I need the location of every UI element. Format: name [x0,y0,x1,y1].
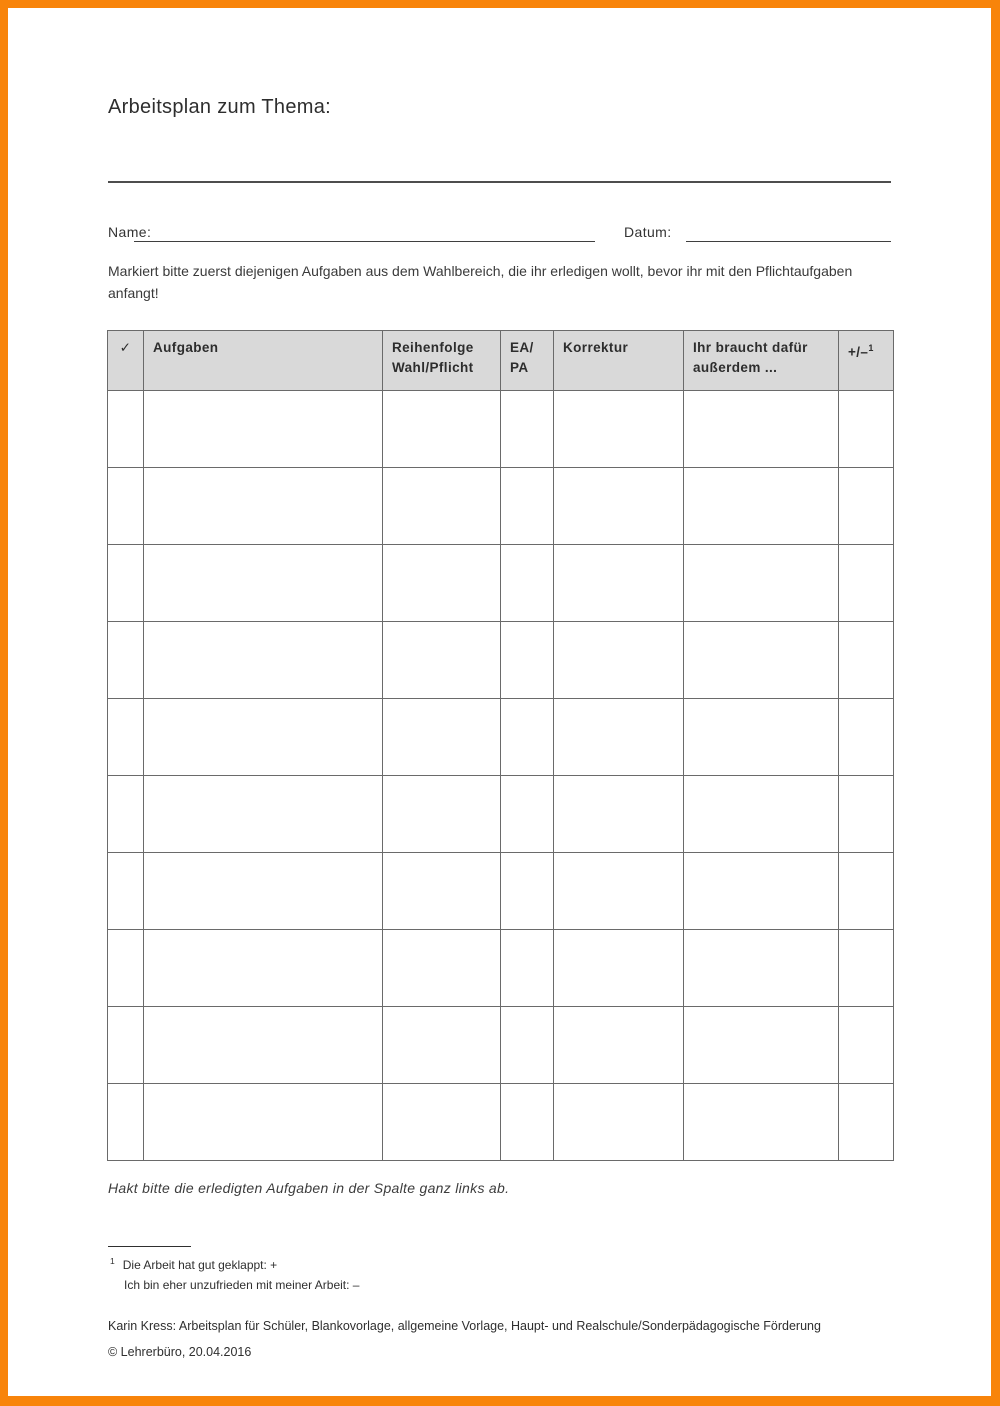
column-header-ea-pa: EA/ PA [501,331,554,391]
instruction-text: Markiert bitte zuerst diejenigen Aufgaben aus dem Wahlbereich, die ihr erledigen wollt, bevor ihr mit den Pflichtaufgaben anfangt! [108,263,853,301]
table-cell-korrektur [554,1007,684,1084]
table-cell-check [108,776,144,853]
credits [108,1313,908,1365]
name-blank-line [134,241,595,242]
table-row [108,1084,894,1161]
table-cell-aufgaben [144,1084,383,1161]
table-cell-check [108,853,144,930]
table-cell-material [684,1084,839,1161]
table-cell-korrektur [554,699,684,776]
table-cell-reihenfolge [383,391,501,468]
date-blank-line [686,241,891,242]
table-cell-check [108,1084,144,1161]
table-row [108,545,894,622]
table-cell-plus-minus [839,468,894,545]
footnote-separator [108,1246,191,1247]
table-cell-check [108,930,144,1007]
table-cell-plus-minus [839,853,894,930]
table-row [108,699,894,776]
footnote-marker: 1 [110,1256,115,1266]
table-cell-reihenfolge [383,1007,501,1084]
table-cell-ea-pa [501,776,554,853]
footnote-line-2 [124,1275,359,1295]
column-header-aufgaben: Aufgaben [144,331,383,391]
table-cell-aufgaben [144,776,383,853]
table-cell-ea-pa [501,468,554,545]
table-cell-aufgaben [144,930,383,1007]
table-cell-reihenfolge [383,930,501,1007]
table-cell-korrektur [554,391,684,468]
table-cell-ea-pa [501,1007,554,1084]
table-cell-korrektur [554,930,684,1007]
table-row [108,853,894,930]
column-header-material: Ihr braucht dafür außerdem ... [684,331,839,391]
name-label: Name: [108,224,152,240]
table-cell-ea-pa [501,391,554,468]
footnote-ref-icon: 1 [868,343,874,353]
table-cell-reihenfolge [383,468,501,545]
topic-blank-line [108,181,891,183]
footnote-text-2: Ich bin eher unzufrieden mit meiner Arbeit: – [124,1278,360,1292]
table-body [108,391,894,1161]
table-cell-plus-minus [839,545,894,622]
table-row [108,776,894,853]
table-cell-check [108,468,144,545]
table-cell-korrektur [554,1084,684,1161]
table-cell-aufgaben [144,853,383,930]
table-cell-material [684,391,839,468]
table-cell-plus-minus [839,1084,894,1161]
table-cell-ea-pa [501,930,554,1007]
table-header-row [108,331,894,391]
table-cell-ea-pa [501,545,554,622]
table-cell-reihenfolge [383,853,501,930]
table-cell-check [108,699,144,776]
credits-line-1: Karin Kress: Arbeitsplan für Schüler, Blankovorlage, allgemeine Vorlage, Haupt- und Realschule/Sonderpädagogische Förderung [108,1319,821,1333]
page-title: Arbeitsplan zum Thema: [108,96,331,118]
table-cell-material [684,1007,839,1084]
footnote-text-1: Die Arbeit hat gut geklappt: + [122,1258,278,1272]
table-cell-ea-pa [501,1084,554,1161]
table-cell-plus-minus [839,391,894,468]
table-cell-reihenfolge [383,545,501,622]
table-cell-ea-pa [501,853,554,930]
table-cell-aufgaben [144,545,383,622]
table-cell-reihenfolge [383,1084,501,1161]
table-cell-check [108,391,144,468]
table-cell-reihenfolge [383,699,501,776]
table-cell-plus-minus [839,930,894,1007]
table-row [108,622,894,699]
table-row [108,930,894,1007]
table-cell-aufgaben [144,468,383,545]
table-cell-plus-minus [839,699,894,776]
table-cell-reihenfolge [383,622,501,699]
table-cell-korrektur [554,622,684,699]
column-header-check: ✓ [108,331,144,391]
table-cell-ea-pa [501,699,554,776]
table-cell-material [684,545,839,622]
footnote [110,1251,359,1295]
table-cell-check [108,545,144,622]
table-cell-material [684,853,839,930]
table-row [108,391,894,468]
table-cell-material [684,930,839,1007]
table-cell-aufgaben [144,1007,383,1084]
table-cell-korrektur [554,468,684,545]
column-header-plus-minus: +/–$^1$ [839,331,894,391]
column-header-reihenfolge: Reihenfolge Wahl/Pflicht [383,331,501,391]
credits-line-2: © Lehrerbüro, 20.04.2016 [108,1345,252,1359]
table-row [108,468,894,545]
table-cell-material [684,699,839,776]
table-cell-check [108,1007,144,1084]
footnote-line-1 [110,1251,359,1275]
table-cell-korrektur [554,776,684,853]
table-cell-aufgaben [144,622,383,699]
table-cell-plus-minus [839,1007,894,1084]
table-cell-material [684,776,839,853]
table-cell-plus-minus [839,776,894,853]
table-cell-aufgaben [144,391,383,468]
column-header-korrektur: Korrektur [554,331,684,391]
table-cell-aufgaben [144,699,383,776]
table-cell-material [684,468,839,545]
table-cell-reihenfolge [383,776,501,853]
date-label: Datum: [624,224,672,240]
table-cell-ea-pa [501,622,554,699]
table-row [108,1007,894,1084]
table-cell-material [684,622,839,699]
table-cell-korrektur [554,853,684,930]
table-cell-check [108,622,144,699]
tasks-table [107,330,894,1161]
table-cell-korrektur [554,545,684,622]
note-text: Hakt bitte die erledigten Aufgaben in der Spalte ganz links ab. [108,1180,510,1196]
table-cell-plus-minus [839,622,894,699]
